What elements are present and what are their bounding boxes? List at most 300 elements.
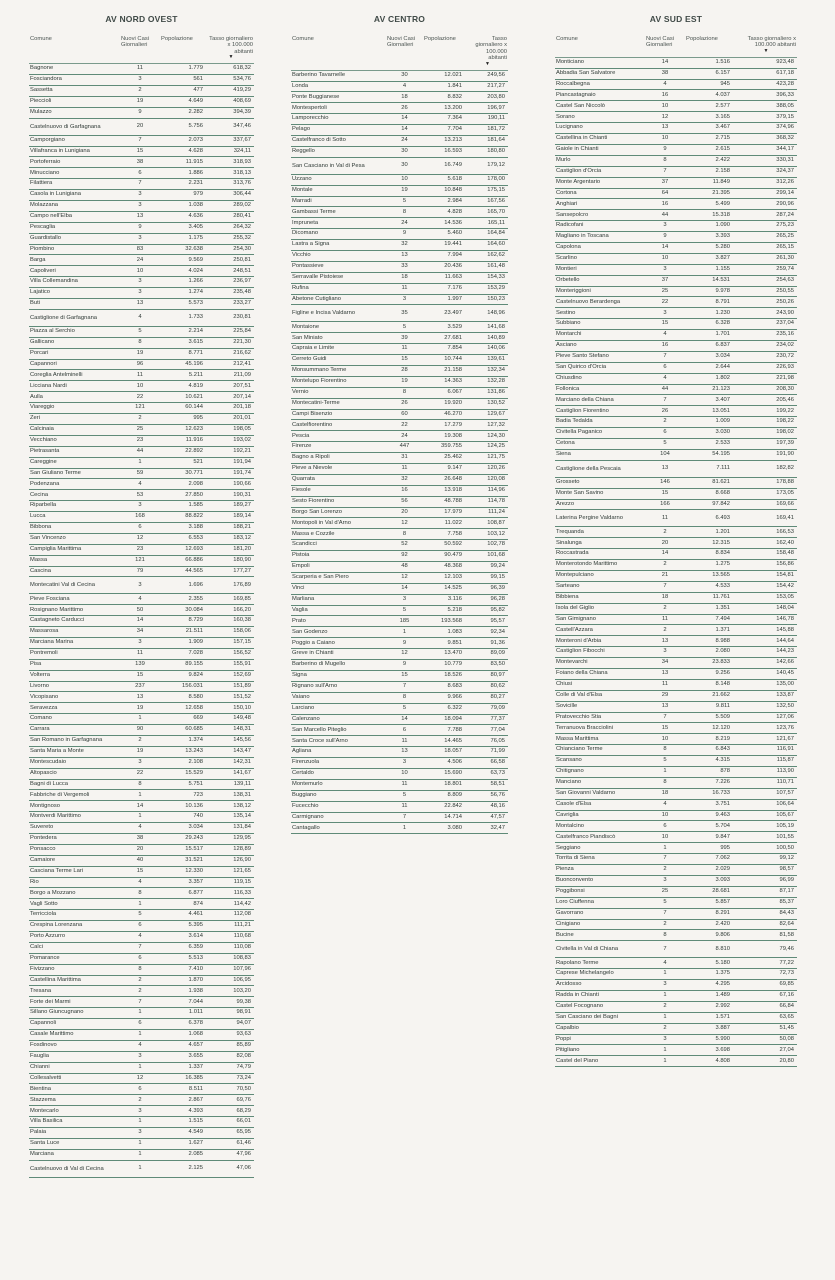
cell-popolazione: 21.511	[160, 627, 208, 638]
cell-popolazione: 16.733	[685, 788, 735, 799]
cell-comune: Cinigiano	[555, 919, 645, 930]
table-row	[291, 207, 508, 218]
cell-popolazione: 6.322	[423, 703, 467, 714]
cell-popolazione: 1.090	[685, 221, 735, 232]
cell-tasso: 27,04	[735, 1045, 797, 1056]
cell-nuovi-casi: 5	[645, 438, 685, 449]
cell-tasso: 144,64	[735, 636, 797, 647]
table-row	[291, 551, 508, 562]
table-row	[291, 157, 508, 174]
table-row	[29, 359, 254, 370]
table-row	[29, 1008, 254, 1019]
cell-nuovi-casi: 32	[386, 240, 423, 251]
cell-tasso: 248,51	[208, 266, 254, 277]
cell-comune: Londa	[291, 81, 386, 92]
cell-nuovi-casi: 8	[645, 777, 685, 788]
table-row	[555, 221, 797, 232]
table-row	[29, 768, 254, 779]
cell-nuovi-casi: 1	[645, 767, 685, 778]
cell-nuovi-casi: 22	[120, 392, 160, 403]
cell-comune: Lamporecchio	[291, 114, 386, 125]
cell-nuovi-casi: 22	[386, 420, 423, 431]
cell-comune: Castel San Niccolò	[555, 101, 645, 112]
cell-nuovi-casi: 13	[645, 701, 685, 712]
cell-tasso: 126,90	[208, 855, 254, 866]
table-row	[29, 757, 254, 768]
table-row	[29, 888, 254, 899]
cell-tasso: 132,28	[467, 376, 508, 387]
cell-popolazione: 19.308	[423, 431, 467, 442]
table-row	[29, 233, 254, 244]
table-row	[29, 309, 254, 326]
cell-popolazione: 2.615	[685, 144, 735, 155]
cell-tasso: 212,41	[208, 359, 254, 370]
table-row	[555, 384, 797, 395]
cell-nuovi-casi: 10	[645, 810, 685, 821]
cell-popolazione: 2.867	[160, 1095, 208, 1106]
cell-nuovi-casi: 18	[645, 592, 685, 603]
cell-nuovi-casi: 60	[386, 409, 423, 420]
cell-tasso: 221,30	[208, 337, 254, 348]
cell-comune: Gallicano	[29, 337, 120, 348]
cell-nuovi-casi: 11	[386, 283, 423, 294]
cell-nuovi-casi: 5	[386, 196, 423, 207]
table-row	[555, 854, 797, 865]
cell-popolazione: 5.573	[160, 299, 208, 310]
cell-tasso: 85,37	[735, 897, 797, 908]
data-table	[291, 36, 508, 834]
table-row	[555, 362, 797, 373]
cell-tasso: 192,21	[208, 446, 254, 457]
cell-tasso: 100,50	[735, 843, 797, 854]
cell-comune: Castelnuovo di Val di Cecina	[29, 1160, 120, 1177]
cell-tasso: 63,73	[467, 768, 508, 779]
cell-tasso: 230,72	[735, 351, 797, 362]
cell-nuovi-casi: 3	[386, 294, 423, 305]
cell-tasso: 162,40	[735, 538, 797, 549]
cell-tasso: 131,84	[208, 823, 254, 834]
cell-popolazione: 17.979	[423, 507, 467, 518]
cell-comune: Capraia e Limite	[291, 344, 386, 355]
cell-comune: Portoferraio	[29, 157, 120, 168]
cell-tasso: 157,15	[208, 637, 254, 648]
cell-nuovi-casi: 12	[120, 533, 160, 544]
cell-tasso: 95,82	[467, 605, 508, 616]
table-row	[29, 1138, 254, 1149]
cell-popolazione: 30.771	[160, 468, 208, 479]
table-row	[291, 114, 508, 125]
cell-tasso: 205,46	[735, 395, 797, 406]
table-row	[555, 625, 797, 636]
cell-popolazione: 13.470	[423, 649, 467, 660]
cell-comune: Roccastrada	[555, 549, 645, 560]
cell-popolazione: 16.385	[160, 1073, 208, 1084]
table-row	[291, 507, 508, 518]
cell-tasso: 108,83	[208, 953, 254, 964]
cell-tasso: 141,67	[208, 768, 254, 779]
table-row	[29, 533, 254, 544]
cell-popolazione: 1.274	[160, 288, 208, 299]
cell-tasso: 124,25	[467, 442, 508, 453]
table-row	[555, 712, 797, 723]
table-row	[555, 886, 797, 897]
header-popolazione: Popolazione	[160, 36, 208, 64]
cell-tasso: 101,55	[735, 832, 797, 843]
cell-nuovi-casi: 6	[645, 428, 685, 439]
cell-popolazione: 8.511	[160, 1084, 208, 1095]
cell-nuovi-casi: 9	[645, 144, 685, 155]
cell-nuovi-casi: 2	[645, 527, 685, 538]
table-row	[555, 330, 797, 341]
cell-nuovi-casi: 8	[645, 155, 685, 166]
cell-nuovi-casi: 48	[386, 562, 423, 573]
cell-tasso: 158,06	[208, 627, 254, 638]
cell-nuovi-casi: 8	[120, 888, 160, 899]
cell-tasso: 344,17	[735, 144, 797, 155]
table-row	[555, 210, 797, 221]
table-row	[555, 286, 797, 297]
cell-tasso: 180,90	[208, 555, 254, 566]
cell-popolazione: 18.057	[423, 747, 467, 758]
cell-nuovi-casi: 39	[386, 333, 423, 344]
cell-popolazione: 1.571	[685, 1012, 735, 1023]
cell-nuovi-casi: 2	[645, 865, 685, 876]
cell-popolazione: 2.080	[685, 647, 735, 658]
table-row	[291, 540, 508, 551]
cell-popolazione: 979	[160, 190, 208, 201]
cell-comune: Vagli Sotto	[29, 899, 120, 910]
cell-popolazione: 7.062	[685, 854, 735, 865]
cell-nuovi-casi: 3	[120, 288, 160, 299]
cell-comune: Sinalunga	[555, 538, 645, 549]
header-comune: Comune	[291, 36, 386, 70]
cell-comune: Sansepolcro	[555, 210, 645, 221]
table-row	[29, 222, 254, 233]
table-row	[555, 499, 797, 510]
table-row	[29, 910, 254, 921]
cell-tasso: 77,37	[467, 714, 508, 725]
cell-nuovi-casi: 166	[645, 499, 685, 510]
cell-tasso: 127,32	[467, 420, 508, 431]
table-row	[555, 1045, 797, 1056]
cell-nuovi-casi: 13	[386, 747, 423, 758]
cell-tasso: 63,65	[735, 1012, 797, 1023]
table-row	[555, 592, 797, 603]
cell-nuovi-casi: 12	[386, 649, 423, 660]
table-row	[29, 201, 254, 212]
cell-comune: Castelfranco Piandiscò	[555, 832, 645, 843]
table-row	[291, 240, 508, 251]
cell-nuovi-casi: 5	[386, 703, 423, 714]
cell-tasso: 178,00	[467, 174, 508, 185]
cell-nuovi-casi: 13	[120, 299, 160, 310]
cell-nuovi-casi: 168	[120, 512, 160, 523]
table-row	[555, 242, 797, 253]
cell-comune: Castiglion Fibocchi	[555, 647, 645, 658]
cell-nuovi-casi: 6	[120, 168, 160, 179]
cell-tasso: 265,25	[735, 232, 797, 243]
table-row	[29, 1062, 254, 1073]
cell-tasso: 208,30	[735, 384, 797, 395]
cell-tasso: 189,14	[208, 512, 254, 523]
table-row	[291, 605, 508, 616]
sort-desc-icon: ▼	[228, 54, 234, 61]
table-row	[555, 134, 797, 145]
cell-tasso: 103,12	[467, 529, 508, 540]
cell-comune: Ponte Buggianese	[291, 92, 386, 103]
cell-popolazione: 669	[160, 714, 208, 725]
cell-tasso: 82,08	[208, 1051, 254, 1062]
cell-popolazione: 5.499	[685, 199, 735, 210]
cell-tasso: 71,99	[467, 747, 508, 758]
table-row	[291, 518, 508, 529]
cell-popolazione: 359.755	[423, 442, 467, 453]
table-row	[29, 168, 254, 179]
table-row	[29, 75, 254, 86]
cell-comune: Podenzana	[29, 479, 120, 490]
cell-popolazione: 8.771	[160, 348, 208, 359]
cell-comune: Capalbio	[555, 1023, 645, 1034]
cell-popolazione: 1.886	[160, 168, 208, 179]
cell-nuovi-casi: 16	[645, 340, 685, 351]
cell-nuovi-casi: 7	[645, 581, 685, 592]
cell-tasso: 189,27	[208, 501, 254, 512]
cell-tasso: 160,38	[208, 616, 254, 627]
cell-tasso: 72,73	[735, 969, 797, 980]
cell-tasso: 166,20	[208, 605, 254, 616]
cell-popolazione: 4.037	[685, 90, 735, 101]
table-row	[555, 319, 797, 330]
table-row	[555, 308, 797, 319]
cell-nuovi-casi: 3	[386, 594, 423, 605]
cell-tasso: 141,68	[467, 322, 508, 333]
cell-comune: Badia Tedalda	[555, 417, 645, 428]
cell-nuovi-casi: 18	[645, 788, 685, 799]
cell-comune: Gaiole in Chianti	[555, 144, 645, 155]
cell-nuovi-casi: 6	[386, 725, 423, 736]
cell-tasso: 120,08	[467, 474, 508, 485]
cell-nuovi-casi: 24	[386, 135, 423, 146]
cell-tasso: 80,62	[467, 681, 508, 692]
table-row	[29, 522, 254, 533]
cell-nuovi-casi: 3	[120, 1128, 160, 1139]
cell-popolazione: 12.021	[423, 70, 467, 81]
cell-comune: Castell'Azzara	[555, 625, 645, 636]
cell-popolazione: 5.180	[685, 958, 735, 969]
cell-comune: Vicopisano	[29, 692, 120, 703]
cell-tasso: 199,22	[735, 406, 797, 417]
cell-popolazione: 4.533	[685, 581, 735, 592]
cell-nuovi-casi: 8	[386, 692, 423, 703]
cell-nuovi-casi: 92	[386, 551, 423, 562]
cell-tasso: 182,82	[735, 460, 797, 477]
cell-tasso: 111,21	[208, 921, 254, 932]
table-row	[29, 801, 254, 812]
cell-tasso: 164,60	[467, 240, 508, 251]
data-table	[555, 36, 797, 1067]
cell-comune: Civitella in Val di Chiana	[555, 941, 645, 958]
cell-popolazione: 14.465	[423, 736, 467, 747]
cell-tasso: 394,39	[208, 107, 254, 118]
cell-popolazione: 2.644	[685, 362, 735, 373]
cell-nuovi-casi: 24	[120, 255, 160, 266]
cell-tasso: 77,04	[467, 725, 508, 736]
cell-comune: Borgo San Lorenzo	[291, 507, 386, 518]
sort-desc-icon: ▼	[763, 47, 769, 54]
cell-comune: Porcari	[29, 348, 120, 359]
cell-comune: Capannoli	[29, 1019, 120, 1030]
cell-tasso: 408,69	[208, 96, 254, 107]
cell-tasso: 69,85	[735, 980, 797, 991]
cell-comune: Villafranca in Lunigiana	[29, 146, 120, 157]
cell-comune: Montecarlo	[29, 1106, 120, 1117]
cell-popolazione: 3.093	[685, 875, 735, 886]
section-title: AV NORD OVEST	[105, 14, 178, 24]
cell-nuovi-casi: 2	[120, 86, 160, 97]
cell-tasso: 140,45	[735, 669, 797, 680]
cell-comune: Pienza	[555, 865, 645, 876]
cell-comune: Arezzo	[555, 499, 645, 510]
cell-popolazione: 3.467	[685, 123, 735, 134]
cell-popolazione: 561	[160, 75, 208, 86]
cell-nuovi-casi: 6	[645, 362, 685, 373]
cell-popolazione: 1.011	[160, 1008, 208, 1019]
cell-comune: Montevarchi	[555, 658, 645, 669]
cell-comune: Massa	[29, 555, 120, 566]
cell-comune: Castiglion d'Orcia	[555, 166, 645, 177]
cell-comune: Castellina Marittima	[29, 975, 120, 986]
table-row	[29, 692, 254, 703]
cell-popolazione: 6.359	[160, 942, 208, 953]
cell-tasso: 313,76	[208, 179, 254, 190]
table-row	[555, 865, 797, 876]
cell-popolazione: 8.148	[685, 679, 735, 690]
cell-popolazione: 17.279	[423, 420, 467, 431]
cell-nuovi-casi: 96	[120, 359, 160, 370]
cell-tasso: 203,80	[467, 92, 508, 103]
table-row	[29, 899, 254, 910]
cell-tasso: 149,48	[208, 714, 254, 725]
cell-popolazione: 945	[685, 79, 735, 90]
header-tasso[interactable]	[735, 36, 797, 57]
table-row	[555, 908, 797, 919]
cell-comune: Livorno	[29, 681, 120, 692]
cell-tasso: 121,67	[735, 734, 797, 745]
cell-tasso: 135,14	[208, 812, 254, 823]
data-table	[29, 36, 254, 1178]
cell-comune: Bibbiena	[555, 592, 645, 603]
cell-nuovi-casi: 1	[120, 1062, 160, 1073]
table-row	[291, 681, 508, 692]
cell-popolazione: 1.038	[160, 201, 208, 212]
cell-comune: Fauglia	[29, 1051, 120, 1062]
cell-tasso: 198,05	[208, 424, 254, 435]
cell-comune: Montieri	[555, 264, 645, 275]
cell-comune: Isola del Giglio	[555, 603, 645, 614]
cell-nuovi-casi: 11	[120, 370, 160, 381]
cell-tasso: 179,12	[467, 157, 508, 174]
cell-tasso: 74,79	[208, 1062, 254, 1073]
table-row	[29, 1095, 254, 1106]
cell-comune: Aulla	[29, 392, 120, 403]
cell-popolazione: 20.436	[423, 261, 467, 272]
cell-comune: Montepulciano	[555, 571, 645, 582]
cell-nuovi-casi: 1	[120, 1160, 160, 1177]
table-row	[29, 435, 254, 446]
cell-tasso: 233,27	[208, 299, 254, 310]
table-row	[29, 118, 254, 135]
cell-nuovi-casi: 19	[120, 348, 160, 359]
cell-popolazione: 13.243	[160, 746, 208, 757]
cell-nuovi-casi: 121	[120, 555, 160, 566]
cell-comune: San Vincenzo	[29, 533, 120, 544]
cell-popolazione: 6.843	[685, 745, 735, 756]
cell-tasso: 95,57	[467, 616, 508, 627]
cell-tasso: 110,71	[735, 777, 797, 788]
cell-comune: Siena	[555, 449, 645, 460]
cell-nuovi-casi: 16	[645, 90, 685, 101]
cell-tasso: 127,06	[735, 712, 797, 723]
cell-nuovi-casi: 12	[120, 1073, 160, 1084]
cell-tasso: 152,69	[208, 670, 254, 681]
cell-popolazione: 12.693	[160, 544, 208, 555]
cell-tasso: 116,91	[735, 745, 797, 756]
cell-popolazione: 5.990	[685, 1034, 735, 1045]
cell-comune: Magliano in Toscana	[555, 232, 645, 243]
cell-tasso: 93,63	[208, 1030, 254, 1041]
cell-nuovi-casi: 3	[120, 277, 160, 288]
cell-tasso: 156,52	[208, 648, 254, 659]
table-row	[291, 474, 508, 485]
cell-nuovi-casi: 22	[645, 297, 685, 308]
header-comune: Comune	[29, 36, 120, 64]
cell-popolazione: 16.593	[423, 146, 467, 157]
cell-comune: Buti	[29, 299, 120, 310]
cell-tasso: 180,80	[467, 146, 508, 157]
cell-comune: Ponsacco	[29, 844, 120, 855]
table-row	[555, 123, 797, 134]
cell-nuovi-casi: 1	[645, 990, 685, 1001]
cell-popolazione: 13.918	[423, 485, 467, 496]
cell-tasso: 66,01	[208, 1117, 254, 1128]
cell-comune: Barberino di Mugello	[291, 660, 386, 671]
cell-comune: Anghiari	[555, 199, 645, 210]
table-row	[29, 1073, 254, 1084]
cell-tasso: 140,89	[467, 333, 508, 344]
cell-nuovi-casi: 34	[120, 627, 160, 638]
cell-comune: Castelfiorentino	[291, 420, 386, 431]
header-tasso[interactable]	[208, 36, 254, 64]
cell-comune: Carmignano	[291, 812, 386, 823]
table-row	[291, 92, 508, 103]
cell-popolazione: 1.997	[423, 294, 467, 305]
cell-comune: Pelago	[291, 125, 386, 136]
cell-popolazione: 12.315	[685, 538, 735, 549]
cell-popolazione: 3.614	[160, 932, 208, 943]
header-tasso[interactable]	[467, 36, 508, 70]
table-row	[29, 964, 254, 975]
cell-nuovi-casi: 34	[645, 658, 685, 669]
cell-nuovi-casi: 13	[645, 460, 685, 477]
table-row	[555, 417, 797, 428]
cell-popolazione: 5.211	[160, 370, 208, 381]
cell-tasso: 181,20	[208, 544, 254, 555]
cell-comune: Grosseto	[555, 477, 645, 488]
table-row	[29, 299, 254, 310]
cell-nuovi-casi: 237	[120, 681, 160, 692]
cell-comune: Lucignano	[555, 123, 645, 134]
cell-tasso: 347,46	[208, 118, 254, 135]
